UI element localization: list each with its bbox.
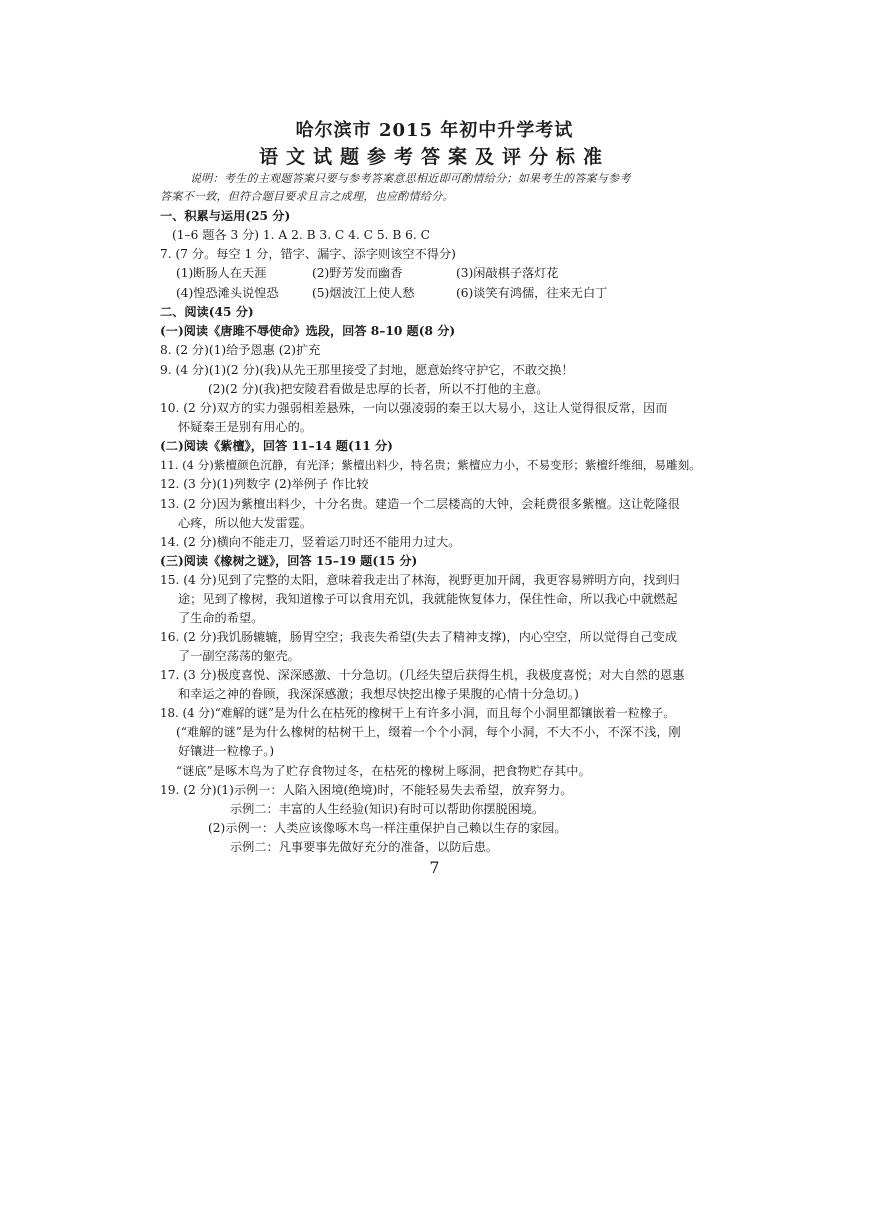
document-subtitle: 语文试题参考答案及评分标准: [258, 146, 610, 168]
q18-answer-line-1: 18. (4 分)“难解的谜”是为什么在枯死的橡树干上有许多小洞，而且每个小洞里都镶嵌着一粒橡子。: [160, 706, 676, 720]
q16-answer-line-2: 了一副空荡荡的躯壳。: [178, 649, 300, 663]
q15-answer-line-1: 15. (4 分)见到了完整的太阳，意味着我走出了林海，视野更加开阔，我更容易辨明方向，找到归: [160, 573, 680, 587]
q7-answer-6: (6)谈笑有鸿儒，往来无白丁: [456, 286, 608, 300]
q9-answer-1: 9. (4 分)(1)(2 分)(我)从先王那里接受了封地，愿意始终守护它，不敢交换！: [160, 363, 574, 377]
q1-6-answers: (1–6 题各 3 分) 1. A 2. B 3. C 4. C 5. B 6. C: [172, 228, 430, 242]
q13-answer-line-2: 心疼，所以他大发雷霆。: [178, 516, 313, 530]
grading-note-line-1: 说明：考生的主观题答案只要与参考答案意思相近即可酌情给分；如果考生的答案与参考: [190, 172, 631, 185]
q7-heading: 7. (7 分。每空 1 分，错字、漏字、添字则该空不得分): [160, 247, 456, 261]
q7-answer-3: (3)闲敲棋子落灯花: [456, 266, 559, 280]
q14-answer: 14. (2 分)横向不能走刀，竖着运刀时还不能用力过大。: [160, 535, 461, 549]
q18-answer-line-2: (“难解的谜”是为什么橡树的枯树干上，缀着一个个小洞，每个小洞，不大不小，不深不浅，刚: [176, 725, 681, 739]
q18-answer-line-3: 好镶进一粒橡子。): [178, 744, 275, 758]
q8-answer: 8. (2 分)(1)给予恩惠 (2)扩充: [160, 343, 321, 357]
q13-answer-line-1: 13. (2 分)因为紫檀出料少，十分名贵。建造一个二层楼高的大钟，会耗费很多紫檀。这让乾隆很: [160, 497, 680, 511]
q19-answer-line-3: (2)示例一：人类应该像啄木鸟一样注重保护自己赖以生存的家园。: [208, 821, 567, 835]
section-2-heading: 二、阅读(45 分): [160, 305, 254, 319]
q16-answer-line-1: 16. (2 分)我饥肠辘辘，肠胃空空；我丧失希望(失去了精神支撑)，内心空空，所以觉得自己变成: [160, 630, 678, 644]
q15-answer-line-2: 途；见到了橡树，我知道橡子可以食用充饥，我就能恢复体力，保住性命，所以我心中就燃起: [178, 592, 678, 606]
q7-answer-5: (5)烟波江上使人愁: [312, 286, 415, 300]
q15-answer-line-3: 了生命的希望。: [178, 611, 264, 625]
q19-answer-line-4: 示例二：凡事要事先做好充分的准备，以防后患。: [230, 840, 499, 854]
reading-part-2-heading: (二)阅读《紫檀》，回答 11–14 题(11 分): [160, 439, 393, 453]
q11-answer: 11. (4 分)紫檀颜色沉静，有光泽；紫檀出料少，特名贵；紫檀应力小，不易变形；紫檀纤维细，易雕刻。: [160, 458, 701, 472]
document-title: 哈尔滨市 2015 年初中升学考试: [295, 120, 574, 141]
q9-answer-2: (2)(2 分)(我)把安陵君看做是忠厚的长者，所以不打他的主意。: [208, 382, 549, 396]
q10-answer-line-1: 10. (2 分)双方的实力强弱相差悬殊，一向以强凌弱的秦王以大易小，这让人觉得很反常，因而: [160, 401, 668, 415]
q12-answer: 12. (3 分)(1)列数字 (2)举例子 作比较: [160, 477, 369, 491]
page-number: 7: [429, 858, 440, 877]
section-1-heading: 一、积累与运用(25 分): [160, 209, 291, 223]
reading-part-1-heading: (一)阅读《唐雎不辱使命》选段，回答 8–10 题(8 分): [160, 324, 456, 338]
q19-answer-line-2: 示例二：丰富的人生经验(知识)有时可以帮助你摆脱困境。: [230, 802, 545, 816]
q7-answer-2: (2)野芳发而幽香: [312, 266, 403, 280]
q17-answer-line-1: 17. (3 分)极度喜悦、深深感激、十分急切。(几经失望后获得生机，我极度喜悦；对大自然的恩惠: [160, 668, 685, 682]
reading-part-3-heading: (三)阅读《橡树之谜》，回答 15–19 题(15 分): [160, 554, 418, 568]
q10-answer-line-2: 怀疑秦王是别有用心的。: [178, 420, 313, 434]
q7-answer-4: (4)惶恐滩头说惶恐: [176, 286, 279, 300]
q18-answer-line-4: “谜底”是啄木鸟为了贮存食物过冬，在枯死的橡树上啄洞，把食物贮存其中。: [176, 764, 591, 778]
q17-answer-line-2: 和幸运之神的眷顾，我深深感激；我想尽快挖出橡子果腹的心情十分急切。): [178, 687, 579, 701]
grading-note-line-2: 答案不一致，但符合题目要求且言之成理，也应酌情给分。: [160, 190, 454, 203]
q19-answer-line-1: 19. (2 分)(1)示例一：人陷入困境(绝境)时，不能轻易失去希望，放弃努力。: [160, 783, 573, 797]
q7-answer-1: (1)断肠人在天涯: [176, 266, 267, 280]
